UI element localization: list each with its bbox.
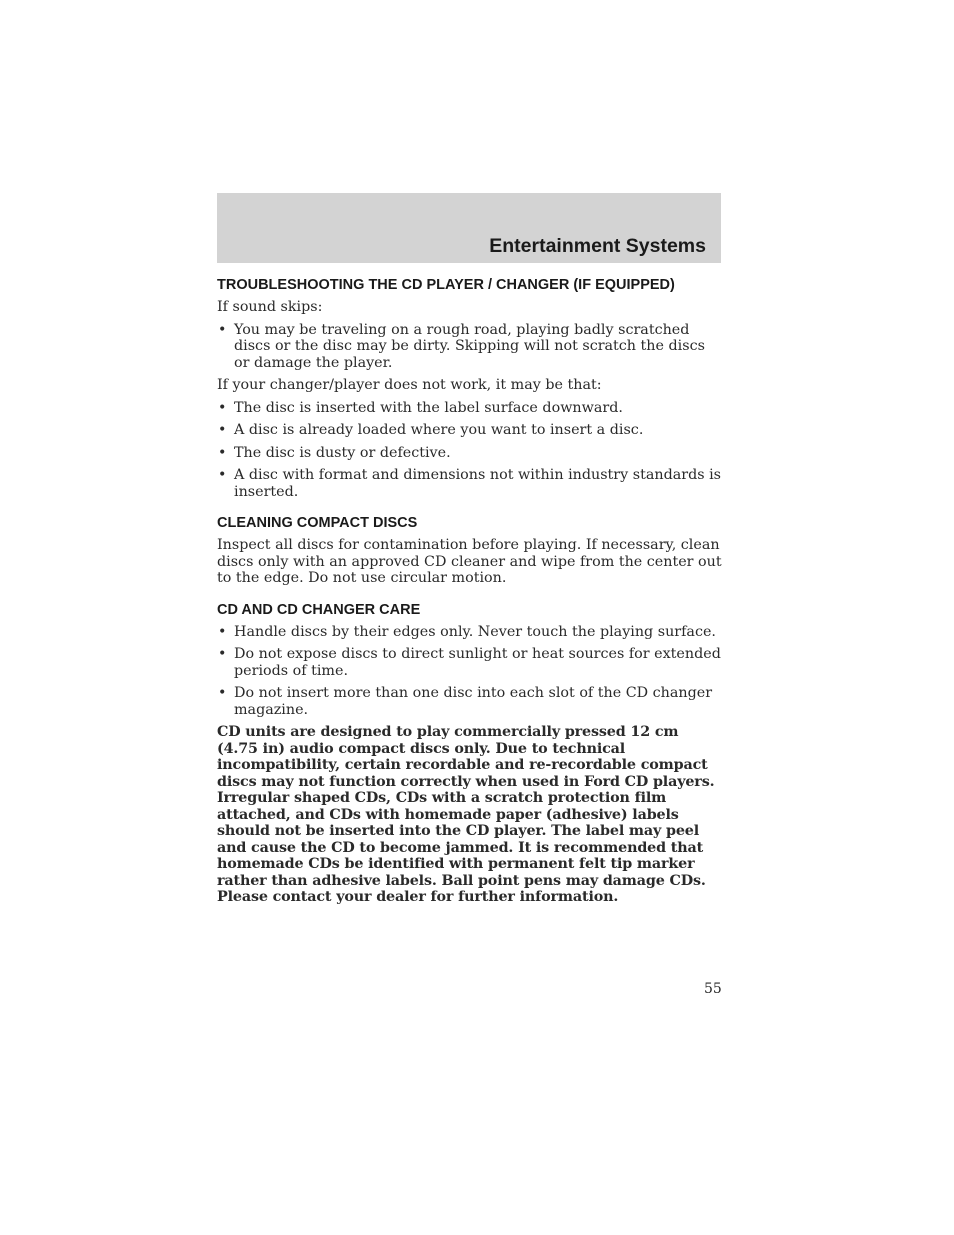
list-item-text: The disc is dusty or defective.	[234, 444, 451, 461]
chapter-header-band	[217, 193, 721, 263]
cd-compatibility-warning: CD units are designed to play commercially pressed 12 cm (4.75 in) audio compact discs only. Due to technical incompatibility, certain recordable and re-recordable compact discs may not function correctly when used in Ford CD players. Irregular shaped CDs, CDs with a scratch protection film attached, and CDs with homemade paper (adhesive) labels should not be inserted into the CD player. The label may peel and cause the CD to become jammed. It is recommended that homemade CDs be identified with permanent felt tip marker rather than adhesive labels. Ball point pens may damage CDs. Please contact your dealer for further information.	[217, 724, 715, 905]
list-item	[217, 467, 723, 500]
bullet-icon: •	[218, 646, 227, 662]
list-item-text: A disc with format and dimensions not within industry standards is inserted.	[234, 467, 722, 500]
list-item	[217, 646, 723, 679]
bullet-icon: •	[218, 623, 227, 640]
list-item	[217, 322, 723, 372]
skip-list	[217, 322, 723, 372]
bullet-icon: •	[218, 467, 227, 483]
chapter-title: Entertainment Systems	[489, 235, 706, 257]
list-item	[217, 445, 723, 462]
fail-list	[217, 400, 723, 501]
list-item-text: Handle discs by their edges only. Never touch the playing surface.	[234, 623, 716, 640]
skip-intro: If sound skips:	[217, 299, 323, 315]
cleaning-heading: CLEANING COMPACT DISCS	[217, 515, 418, 531]
bullet-icon: •	[218, 422, 227, 438]
care-heading: CD AND CD CHANGER CARE	[217, 601, 421, 618]
bullet-icon: •	[218, 399, 227, 416]
list-item	[217, 685, 723, 718]
list-item-text: The disc is inserted with the label surface downward.	[234, 399, 623, 416]
list-item-text: You may be traveling on a rough road, playing badly scratched discs or the disc may be dirty. Skipping will not scratch the discs or damage the player.	[234, 321, 705, 371]
list-item-text: Do not expose discs to direct sunlight or heat sources for extended periods of time.	[234, 646, 721, 679]
cleaning-body: Inspect all discs for contamination before playing. If necessary, clean discs only with an approved CD cleaner and wipe from the center out to the edge. Do not use circular motion.	[217, 537, 722, 586]
page-number: 55	[704, 981, 722, 997]
page-content	[217, 276, 723, 906]
list-item	[217, 422, 723, 439]
fail-intro: If your changer/player does not work, it may be that:	[217, 377, 602, 393]
bullet-icon: •	[218, 321, 227, 338]
care-list	[217, 624, 723, 719]
list-item	[217, 624, 723, 641]
list-item-text: A disc is already loaded where you want to insert a disc.	[234, 422, 644, 438]
list-item-text: Do not insert more than one disc into each slot of the CD changer magazine.	[234, 685, 713, 718]
bullet-icon: •	[218, 685, 227, 701]
troubleshooting-heading: TROUBLESHOOTING THE CD PLAYER / CHANGER (IF EQUIPPED)	[217, 277, 675, 293]
list-item	[217, 400, 723, 417]
bullet-icon: •	[218, 444, 227, 461]
